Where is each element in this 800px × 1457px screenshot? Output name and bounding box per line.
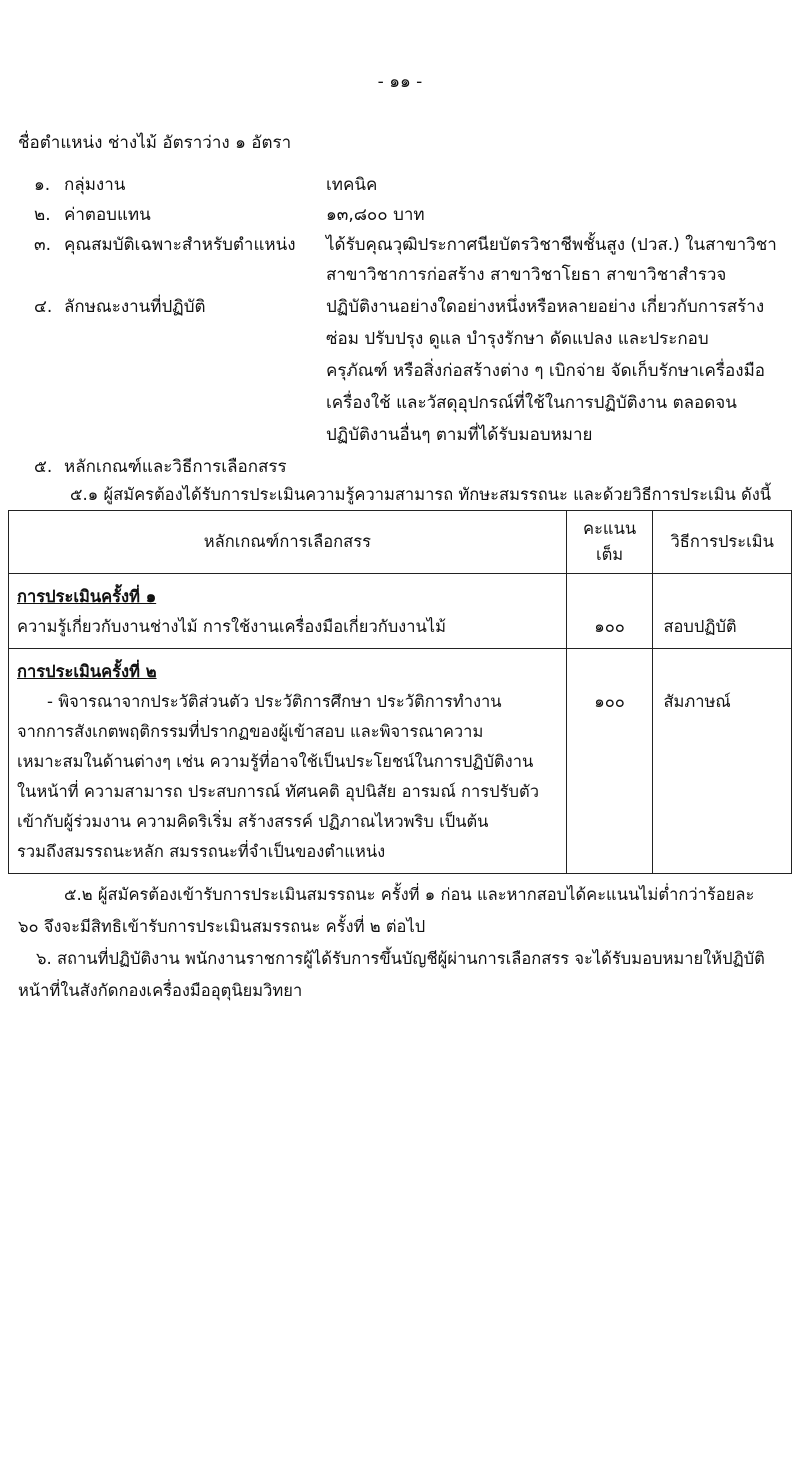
item-value: เครื่องใช้ และวัสดุอุปกรณ์ที่ใช้ในการปฏิบัติงาน ตลอดจน xyxy=(326,393,737,413)
section-6-line2: หน้าที่ในสังกัดกองเครื่องมืออุตุนิยมวิทยา xyxy=(18,981,303,1000)
section-5-2-line1: ๕.๒ ผู้สมัครต้องเข้ารับการประเมินสมรรถนะ ครั้งที่ ๑ ก่อน และหากสอบได้คะแนนไม่ต่ำกว่าร้อยละ xyxy=(64,885,755,904)
position-title: ชื่อตำแหน่ง ช่างไม้ อัตราว่าง ๑ อัตรา xyxy=(18,133,292,153)
score-cell xyxy=(566,649,653,874)
item-label: คุณสมบัติเฉพาะสำหรับตำแหน่ง xyxy=(64,235,296,255)
section-5-2-line2: ๖๐ จึงจะมีสิทธิเข้ารับการประเมินสมรรถนะ ครั้งที่ ๒ ต่อไป xyxy=(18,917,426,936)
row-title: การประเมินครั้งที่ ๒ xyxy=(17,662,157,681)
item-label: กลุ่มงาน xyxy=(64,175,126,195)
row-line: ในหน้าที่ ความสามารถ ประสบการณ์ ทัศนคติ อุปนิสัย อารมณ์ การปรับตัว xyxy=(17,782,539,801)
item-label: ค่าตอบแทน xyxy=(64,205,151,225)
method-cell xyxy=(653,649,792,874)
header-score xyxy=(566,511,653,574)
item-value: ปฏิบัติงานอย่างใดอย่างหนึ่งหรือหลายอย่าง เกี่ยวกับการสร้าง xyxy=(326,297,765,317)
header-method: วิธีการประเมิน xyxy=(653,511,792,574)
item-number: ๒. xyxy=(34,205,51,225)
item-value: สาขาวิชาการก่อสร้าง สาขาวิชาโยธา สาขาวิชาสำรวจ xyxy=(326,265,727,285)
item-value: ซ่อม ปรับปรุง ดูแล บำรุงรักษา ดัดแปลง และประกอบ xyxy=(326,329,709,349)
criteria-table xyxy=(8,510,792,874)
item-number: ๑. xyxy=(34,175,51,195)
item-number: ๔. xyxy=(34,297,53,317)
table-row xyxy=(9,649,792,874)
row-score: ๑๐๐ xyxy=(594,617,625,636)
row-score: ๑๐๐ xyxy=(594,692,625,711)
header-score-line2: เต็ม xyxy=(595,545,624,564)
item-label: ลักษณะงานที่ปฏิบัติ xyxy=(64,297,206,317)
item-value: เทคนิค xyxy=(326,175,378,195)
item-value: ได้รับคุณวุฒิประกาศนียบัตรวิชาชีพชั้นสูง (ปวส.) ในสาขาวิชา xyxy=(326,235,777,255)
item-number: ๕. xyxy=(34,457,53,477)
row-line: เหมาะสมในด้านต่างๆ เช่น ความรู้ที่อาจใช้เป็นประโยชน์ในการปฏิบัติงาน xyxy=(17,752,534,771)
table-header-row xyxy=(9,511,792,574)
row-method: สอบปฏิบัติ xyxy=(663,617,737,636)
row-line: ความรู้เกี่ยวกับงานช่างไม้ การใช้งานเครื่องมือเกี่ยวกับงานไม้ xyxy=(17,617,446,636)
item-number: ๓. xyxy=(34,235,52,255)
item-value: ครุภัณฑ์ หรือสิ่งก่อสร้างต่าง ๆ เบิกจ่าย จัดเก็บรักษาเครื่องมือ xyxy=(326,361,765,381)
row-title: การประเมินครั้งที่ ๑ xyxy=(17,587,157,606)
row-line: - พิจารณาจากประวัติส่วนตัว ประวัติการศึกษา ประวัติการทำงาน xyxy=(47,692,502,711)
header-score-line1: คะแนน xyxy=(583,519,637,538)
criteria-cell xyxy=(9,574,567,649)
row-line: รวมถึงสมรรถนะหลัก สมรรถนะที่จำเป็นของตำแหน่ง xyxy=(17,842,386,861)
section-5-1: ๕.๑ ผู้สมัครต้องได้รับการประเมินความรู้ความสามารถ ทักษะสมรรถนะ และด้วยวิธีการประเมิน ดังนี้ xyxy=(70,485,772,504)
item-label: หลักเกณฑ์และวิธีการเลือกสรร xyxy=(64,457,287,477)
header-criteria: หลักเกณฑ์การเลือกสรร xyxy=(9,511,567,574)
row-line: เข้ากับผู้ร่วมงาน ความคิดริเริ่ม สร้างสรรค์ ปฏิภาณไหวพริบ เป็นต้น xyxy=(17,812,489,831)
section-6-line1: ๖. สถานที่ปฏิบัติงาน พนักงานราชการผู้ได้รับการขึ้นบัญชีผู้ผ่านการเลือกสรร จะได้รับมอบหมายให้ปฏิบัติ xyxy=(36,949,765,968)
row-line: จากการสังเกตพฤติกรรมที่ปรากฏของผู้เข้าสอบ และพิจารณาความ xyxy=(17,722,484,741)
table-row xyxy=(9,574,792,649)
criteria-cell xyxy=(9,649,567,874)
item-value: ๑๓,๘๐๐ บาท xyxy=(326,205,425,225)
page-number: - ๑๑ - xyxy=(377,72,423,92)
method-cell xyxy=(653,574,792,649)
item-value: ปฏิบัติงานอื่นๆ ตามที่ได้รับมอบหมาย xyxy=(326,425,593,445)
row-method: สัมภาษณ์ xyxy=(663,692,731,711)
score-cell xyxy=(566,574,653,649)
